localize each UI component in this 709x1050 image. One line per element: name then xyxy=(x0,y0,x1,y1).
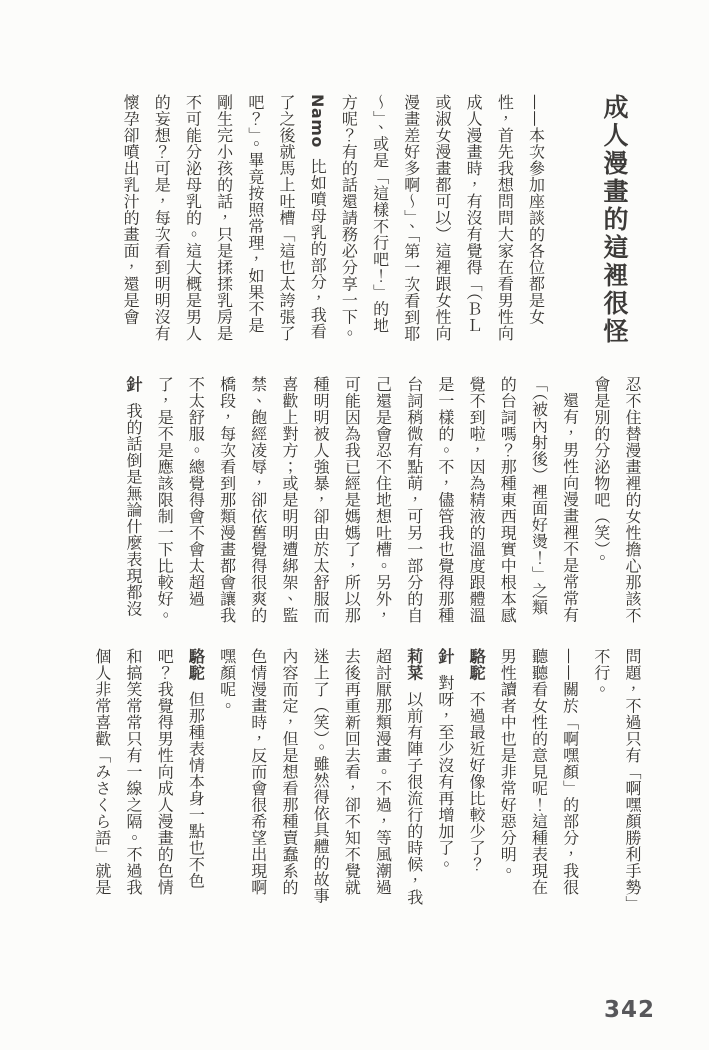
speech-namo-second-paragraph xyxy=(149,376,586,630)
speech-namo-second-paragraph-text: 還有，男性向漫畫裡不是常常有「（被內射後）裡面好燙！」之類的台詞嗎？那種東西現實中根本感覺不到啦，因為精液的溫度跟體溫是一樣的。不，儘管我也覺得那種台詞稍微有點萌，可另一部分的自己還是會忍不住地想吐槽。另外，可能因為我已經是媽媽了，所以那種明明被人強暴，卻由於太舒服而喜歡上對方；或是明明遭綁架、監禁、飽經凌辱，卻依舊覺得很爽的橋段，每次看到那類漫畫都會讓我不太舒服。總覺得會不會太超過了，是不是應該限制一下比較好。 xyxy=(155,376,580,624)
speech-hari-text: 我的話倒是無論什麼表現都沒 xyxy=(124,402,143,617)
speech-namo-continuation xyxy=(586,376,648,630)
speaker-name-rakuda-1: 駱駝 xyxy=(467,648,487,681)
speech-hari xyxy=(118,376,149,630)
speaker-name-hari-2: 針 xyxy=(435,648,455,665)
speaker-name-hari: 針 xyxy=(124,376,143,393)
speech-rakuda-2-text: 但那種表情本身一點也不色吧？我覺得男性向成人漫畫的色情和搞笑常常只有一線之隔。不過我個人非常喜歡「みさくら語」就是 xyxy=(92,648,206,896)
speech-rina-text: 以前有陣子很流行的時候，我超討厭那類漫畫。不過，等風潮過去後再重新回去看，卻不知不覺就迷上了（笑）。雖然得依具體的故事內容而定，但是想看那種賣蠢系的色情漫畫時，反而會很希望出現啊嘿顏呢。 xyxy=(217,648,424,906)
speech-hari-2-text: 對呀，至少沒有再增加了。 xyxy=(435,674,455,873)
speech-rakuda-2 xyxy=(87,648,212,906)
moderator-question-2 xyxy=(492,648,586,906)
section-title: 成人漫畫的這裡很怪 xyxy=(600,94,629,346)
moderator-question-2-text: ——關於「啊嘿顏」的部分，我很聽聽看女性的意見呢！這種表現在男性讀者中也是非常好惡分明。 xyxy=(498,648,580,896)
speech-rakuda-1-text: 不過最近好像比較少了？ xyxy=(467,691,487,873)
speaker-name-namo: Namo xyxy=(308,94,328,148)
speech-rakuda-1 xyxy=(461,648,492,906)
speech-hari-2 xyxy=(430,648,461,906)
speech-namo xyxy=(115,94,333,346)
speaker-name-rakuda-2: 駱駝 xyxy=(186,648,206,681)
text-band-bottom xyxy=(87,648,648,906)
speech-rina xyxy=(211,648,429,906)
speech-namo-text: 比如噴母乳的部分，我看了之後就馬上吐槽「這也太誇張了吧？」。畢竟按照常理，如果不是剛生完小孩的話，只是揉揉乳房是不可能分泌母乳的。這大概是男人的妄想？可是，每次看到明明沒有懷孕卻噴出乳汁的畫面，還是會 xyxy=(121,94,328,342)
speech-namo-continuation-text: 忍不住替漫畫裡的女性擔心那該不會是別的分泌物吧（笑）。 xyxy=(591,376,642,624)
page-number: 342 xyxy=(604,997,656,1023)
text-band-top xyxy=(115,94,648,346)
text-band-middle xyxy=(118,376,648,630)
speech-hari-continuation xyxy=(586,648,648,906)
speaker-name-rina: 莉菜 xyxy=(404,648,424,681)
moderator-question-1 xyxy=(333,94,551,346)
moderator-question-1-text: ——本次參加座談的各位都是女性，首先我想問問大家在看男性向成人漫畫時，有沒有覺得「（ＢＬ或淑女漫畫都可以）這裡跟女性向漫畫差好多啊～」、「第一次看到耶～」、或是「這樣不行吧！」的地方呢？有的話還請務必分享一下。 xyxy=(339,94,546,342)
speech-hari-continuation-text: 問題，不過只有「啊嘿顏勝利手勢」不行。 xyxy=(591,648,642,904)
